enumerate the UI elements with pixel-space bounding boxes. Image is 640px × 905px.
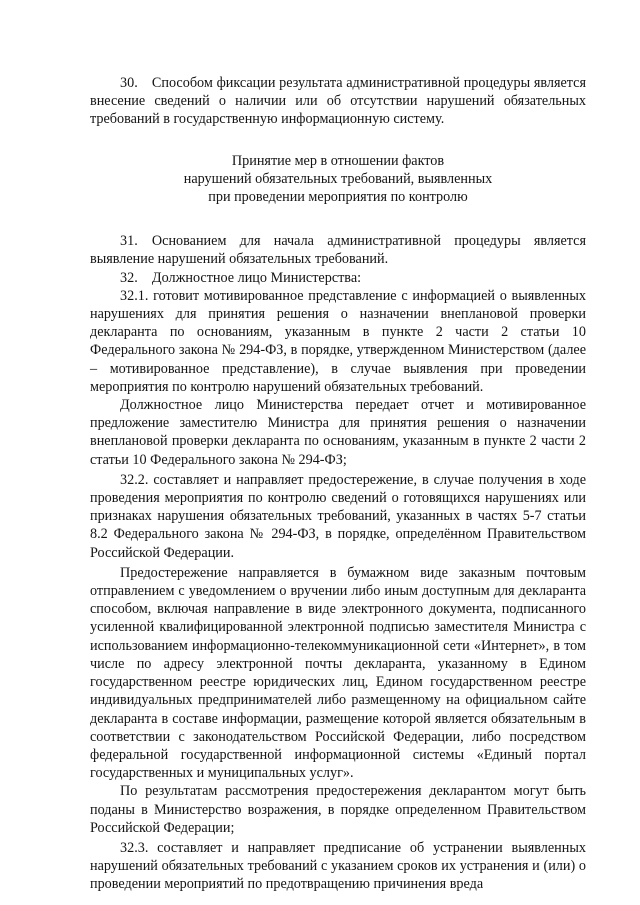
paragraph-32-2: 32.2. составляет и направляет предостережение, в случае получения в ходе проведения мероприятия по контролю сведений о готовящихся нарушениях или признаках нарушения обязательных требований, указанных в частях 5-7 статьи 8.2 Федерального закона № 294-ФЗ, в порядке, определённом Правительством Российской Федерации. — [90, 471, 586, 561]
paragraph-32-3: 32.3. составляет и направляет предписание об устранении выявленных нарушений обязательных требований с указанием сроков их устранения и (или) о проведении мероприятий по предотвращению причинения вреда — [90, 839, 586, 893]
section-heading — [90, 152, 586, 207]
paragraph-30: 30. Способом фиксации результата административной процедуры является внесение сведений о наличии или об отсутствии нарушений обязательных требований в государственную информационную систему. — [90, 75, 586, 128]
paragraph-32-2-notice: Предостережение направляется в бумажном виде заказным почтовым отправлением с уведомлением о вручении либо иным доступным для декларанта способом, включая направление в виде электронного документа, подписанного усиленной квалифицированной электронной подписью заместителя Министра с использованием информационно-телекоммуникационной сети «Интернет», в том числе по адресу электронной почты декларанта, указанному в Едином государственном реестре юридических лиц, Едином государственном реестре индивидуальных предпринимателей либо размещенному на официальном сайте декларанта в составе информации, размещение которой является обязательным в соответствии с законодательством Российской Федерации, либо посредством федеральной государственной информационной системы «Единый портал государственных и муниципальных услуг». — [90, 564, 586, 782]
section-heading-line-2: нарушений обязательных требований, выявленных — [183, 170, 493, 187]
paragraph-32-1: 32.1. готовит мотивированное представление с информацией о выявленных нарушениях для принятия решения о назначении внеплановой проверки декларанта по основаниям, указанным в пункте 2 части 2 статьи 10 Федерального закона № 294-ФЗ, в порядке, утвержденном Министерством (далее – мотивированное представление), в случае выявления при проведении мероприятия по контролю нарушений обязательных требований. — [90, 287, 586, 395]
paragraph-32-1-continued: Должностное лицо Министерства передает отчет и мотивированное предложение заместителю Министра для принятия решения о назначении внеплановой проверки декларанта по основаниям, указанным в пункте 2 части 2 статьи 10 Федерального закона № 294-ФЗ; — [90, 397, 586, 468]
document-body — [90, 74, 586, 894]
paragraph-32-2-objections: По результатам рассмотрения предостережения декларантом могут быть поданы в Министерство возражения, в порядке определенном Правительством Российской Федерации; — [90, 783, 586, 836]
section-heading-line-3: при проведении мероприятия по контролю — [208, 189, 468, 206]
paragraph-31: 31. Основанием для начала административной процедуры является выявление нарушений обязательных требований. — [90, 233, 586, 268]
paragraph-32: 32. Должностное лицо Министерства: — [120, 269, 362, 286]
section-heading-line-1: Принятие мер в отношении фактов — [231, 152, 445, 169]
